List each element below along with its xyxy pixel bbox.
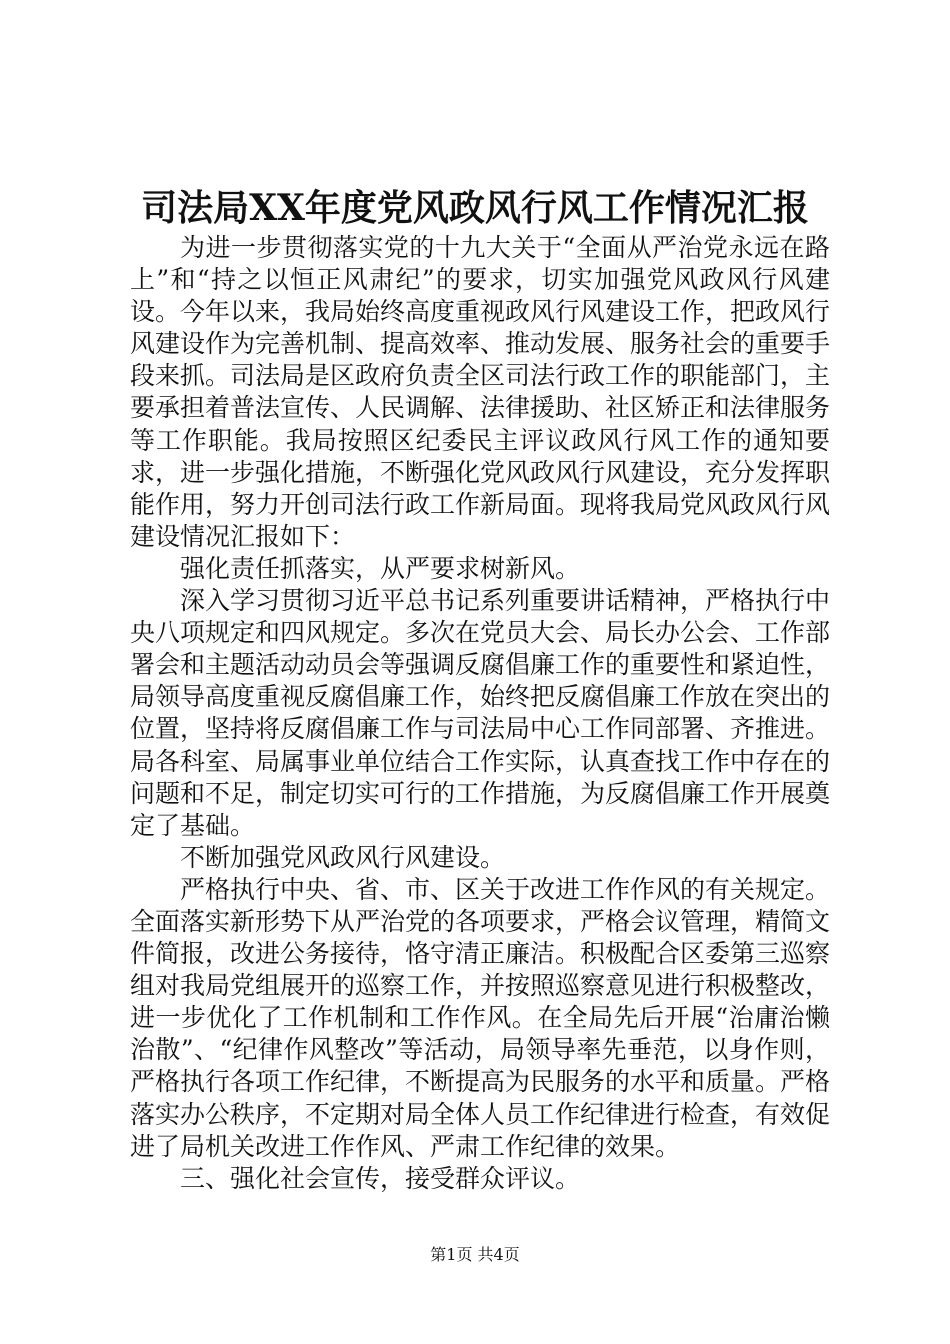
paragraph-study: 深入学习贯彻习近平总书记系列重要讲话精神，严格执行中央八项规定和四风规定。多次在党员大会、局长办公会、工作部署会和主题活动动员会等强调反腐倡廉工作的重要性和紧迫性，局领导高度重视反腐倡廉工作，始终把反腐倡廉工作放在突出的位置，坚持将反腐倡廉工作与司法局中心工作同部署、齐推进。局各科室、局属事业单位结合工作实际，认真查找工作中存在的问题和不足，制定切实可行的工作措施，为反腐倡廉工作开展奠定了基础。 — [130, 586, 831, 840]
paragraph-regulations: 严格执行中央、省、市、区关于改进工作作风的有关规定。全面落实新形势下从严治党的各项要求，严格会议管理，精简文件简报，改进公务接待，恪守清正廉洁。积极配合区委第三巡察组对我局党组展开的巡察工作，并按照巡察意见进行积极整改，进一步优化了工作机制和工作作风。在全局先后开展“治庸治懒治散”、“纪律作风整改”等活动，局领导率先垂范，以身作则，严格执行各项工作纪律，不断提高为民服务的水平和质量。严格落实办公秩序，不定期对局全体人员工作纪律进行检查，有效促进了局机关改进工作作风、严肃工作纪律的效果。 — [130, 874, 831, 1161]
paragraph-heading-publicity: 三、强化社会宣传，接受群众评议。 — [180, 1163, 581, 1193]
paragraph-heading-responsibility: 强化责任抓落实，从严要求树新风。 — [180, 553, 581, 583]
document-body — [130, 232, 830, 1195]
paragraph-heading-style: 不断加强党风政风行风建设。 — [180, 842, 506, 872]
page-number-footer: 第1页 共4页 — [430, 1245, 520, 1264]
document-title: 司法局XX年度党风政风行风工作情况汇报 — [141, 187, 809, 229]
paragraph-intro: 为进一步贯彻落实党的十九大关于“全面从严治党永远在路上”和“持之以恒正风肃纪”的要求，切实加强党风政风行风建设。今年以来，我局始终高度重视政风行风建设工作，把政风行风建设作为完善机制、提高效率、推动发展、服务社会的重要手段来抓。司法局是区政府负责全区司法行政工作的职能部门，主要承担着普法宣传、人民调解、法律援助、社区矫正和法律服务等工作职能。我局按照区纪委民主评议政风行风工作的通知要求，进一步强化措施，不断强化党风政风行风建设，充分发挥职能作用，努力开创司法行政工作新局面。现将我局党风政风行风建设情况汇报如下： — [130, 233, 831, 551]
